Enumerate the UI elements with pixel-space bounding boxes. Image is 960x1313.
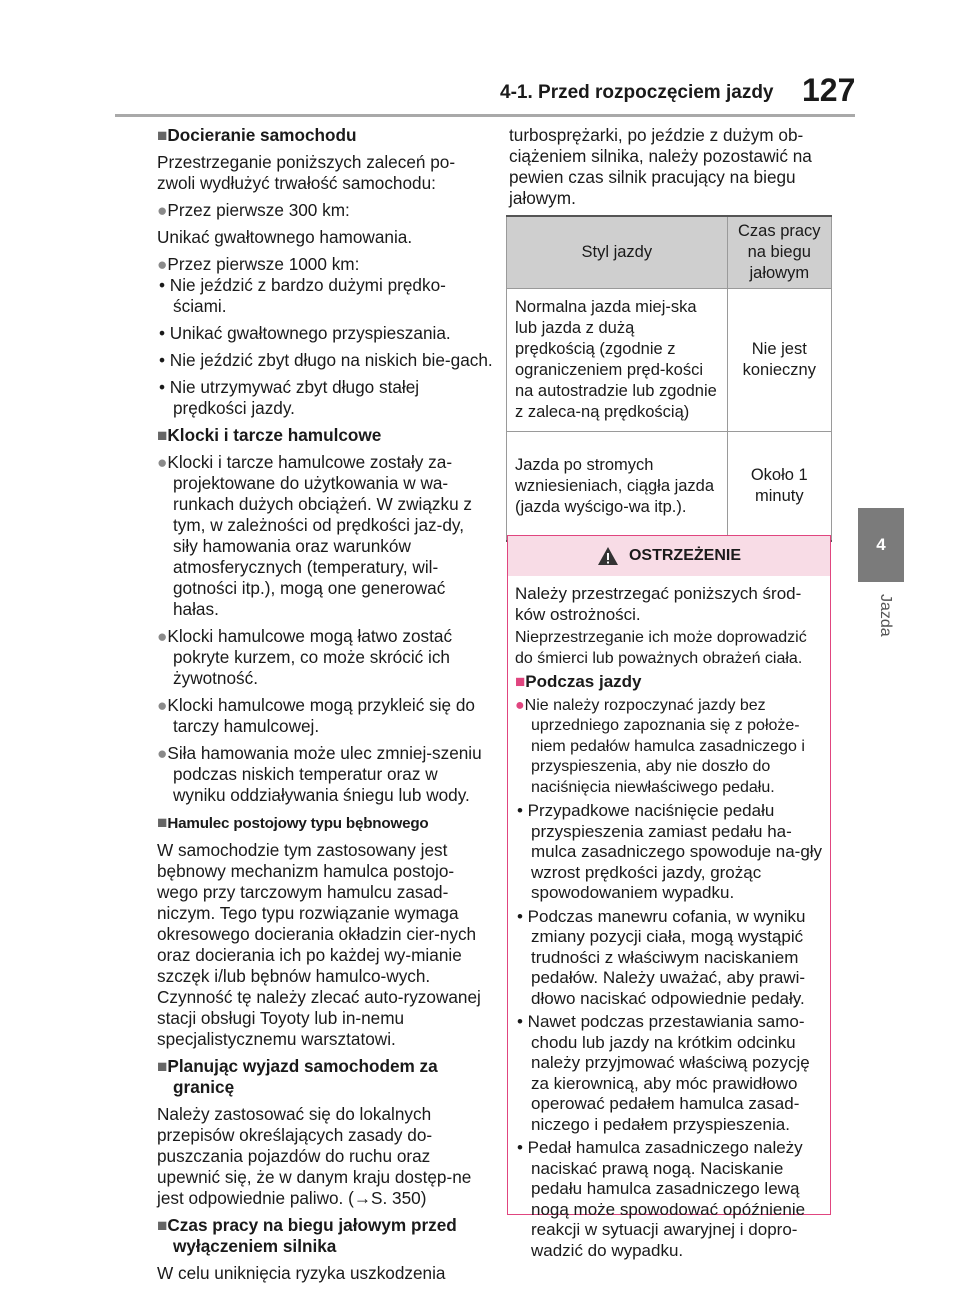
list-item: • Nie utrzymywać zbyt długo stałej prędkości jazdy. <box>159 377 420 418</box>
idle-time-table <box>506 215 832 542</box>
paragraph: Unikać gwałtownego hamowania. <box>157 227 413 247</box>
list-item: • Nie jeździć z bardzo dużymi prędko-ściami. <box>159 275 446 316</box>
warning-header <box>508 536 830 576</box>
paragraph: Należy zastosować się do lokalnych przepisów określających zasady do-puszczania pojazdów do ruchu oraz upewnić się, że w danym kraju dostęp-ne jest odpowiednie paliwo. (→S. 350) <box>157 1104 472 1208</box>
table-cell: Jazda po stromych wzniesieniach, ciągła jazda (jazda wyścigo-wa itp.). <box>507 432 728 542</box>
header-divider <box>115 114 855 117</box>
list-item: • Nawet podczas przestawiania samo-chodu lub jazdy na krótkim odcinku należy przyjmować właściwą pozycję za kierownicą, aby móc prawidłowo operować pedałem hamulca zasad-niczego i pedałem przyspieszenia. <box>517 1012 810 1134</box>
list-item: • Przypadkowe naciśnięcie pedału przyspieszenia zamiast pedału ha-mulca zasadniczego spowoduje na-gły wzrost prędkości jazdy, grożąc spowodowaniem wypadku. <box>517 801 823 902</box>
circle-bullet-icon: ● <box>157 254 168 274</box>
bullet-item: ●Nie należy rozpoczynać jazdy bez uprzedniego zapoznania się z położe-niem pedałów hamulca zasadniczego i przyspieszenia, aby nie doszło do naciśnięcia niewłaściwego pedału. <box>515 696 805 796</box>
table-cell: Normalna jazda miej-ska lub jazda z dużą prędkością (zgodnie z ograniczeniem pręd-kości na autostradzie lub zgodnie z zaleca-ną prędkością) <box>507 289 728 432</box>
table-header-row <box>507 216 832 289</box>
square-bullet-icon: ■ <box>157 125 168 145</box>
page-number: 127 <box>802 72 856 108</box>
square-bullet-icon: ■ <box>157 812 168 832</box>
table-header-cell: Styl jazdy <box>507 216 728 289</box>
table-cell: Około 1 minuty <box>727 432 831 542</box>
table-cell: Nie jest konieczny <box>727 289 831 432</box>
bullet-item: ●Klocki i tarcze hamulcowe zostały za-projektowane do użytkowania w wa-runkach dużych obciążeń. W związku z tym, w zależności od prędkości jaz-dy, siły hamowania oraz warunków atmosferycznych (temperatury, wil-gotności itp.), mogą one generować hałas. <box>157 452 473 619</box>
warning-box <box>507 535 831 1260</box>
heading-drum-brake: ■Hamulec postojowy typu bębnowego <box>157 812 429 832</box>
table-header-cell: Czas pracy na biegu jałowym <box>727 216 831 289</box>
heading-brakes: ■Klocki i tarcze hamulcowe <box>157 425 382 445</box>
warning-triangle-icon <box>597 546 619 566</box>
warning-intro: Należy przestrzegać poniższych środ-ków ostrożności. <box>515 584 802 624</box>
right-column <box>509 125 833 215</box>
left-column <box>157 125 493 1290</box>
circle-bullet-icon: ● <box>157 200 168 220</box>
warning-intro-2: Nieprzestrzeganie ich może doprowadzić do śmierci lub poważnych obrażeń ciała. <box>515 629 807 667</box>
square-bullet-icon: ■ <box>515 672 526 691</box>
table-row <box>507 432 832 542</box>
warning-body <box>508 576 830 1261</box>
square-bullet-icon: ■ <box>157 1215 168 1235</box>
circle-bullet-icon: ● <box>157 695 168 715</box>
paragraph: turbosprężarki, po jeździe z dużym ob-ciążeniem silnika, należy pozostawić na pewien czas silnik pracujący na biegu jałowym. <box>509 125 812 208</box>
heading-break-in: ■Docieranie samochodu <box>157 125 357 145</box>
chapter-label: Jazda <box>877 594 894 637</box>
circle-bullet-icon: ● <box>515 696 525 714</box>
section-title: 4-1. Przed rozpoczęciem jazdy <box>500 82 774 103</box>
paragraph: W celu uniknięcia ryzyka uszkodzenia <box>157 1263 446 1283</box>
list-item: • Unikać gwałtownego przyspieszania. <box>159 323 451 343</box>
heading-idle: ■Czas pracy na biegu jałowym przed wyłączeniem silnika <box>157 1215 457 1256</box>
square-bullet-icon: ■ <box>157 1056 168 1076</box>
paragraph: Przestrzeganie poniższych zaleceń po-zwoli wydłużyć trwałość samochodu: <box>157 152 456 193</box>
bullet-item: ●Przez pierwsze 1000 km: <box>157 254 360 274</box>
circle-bullet-icon: ● <box>157 743 168 763</box>
table-row <box>507 289 832 432</box>
square-bullet-icon: ■ <box>157 425 168 445</box>
circle-bullet-icon: ● <box>157 626 168 646</box>
circle-bullet-icon: ● <box>157 452 168 472</box>
paragraph: W samochodzie tym zastosowany jest bębnowy mechanizm hamulca postojo-wego przy tarczowym hamulcu zasad-niczym. Tego typu rozwiązanie wymaga okresowego docierania okładzin cier-nych oraz docierania ich po każdej wy-mianie szczęk i/lub bębnów hamulco-wych. Czynność tę należy zlecać auto-ryzowanej stacji obsługi Toyoty lub in-nemu specjalistycznemu warsztatowi. <box>157 840 481 1049</box>
heading-abroad: ■Planując wyjazd samochodem za granicę <box>157 1056 438 1097</box>
list-item: • Nie jeździć zbyt długo na niskich bie-gach. <box>159 350 493 370</box>
bullet-item: ●Klocki hamulcowe mogą łatwo zostać pokryte kurzem, co może skrócić ich żywotność. <box>157 626 453 688</box>
warning-subheading: ■Podczas jazdy <box>515 672 642 691</box>
list-item: • Pedał hamulca zasadniczego należy naciskać prawą nogą. Naciskanie pedału hamulca zasadniczego lewą nogą może spowodować opóźnienie reakcji w sytuacji awaryjnej i dopro-wadzić do wypadku. <box>517 1138 806 1260</box>
chapter-tab: 4 <box>858 508 904 582</box>
bullet-item: ●Siła hamowania może ulec zmniej-szeniu podczas niskich temperatur oraz w wyniku oddziaływania śniegu lub wody. <box>157 743 482 805</box>
warning-title: OSTRZEŻENIE <box>628 547 741 564</box>
bullet-item: ●Klocki hamulcowe mogą przykleić się do tarczy hamulcowej. <box>157 695 475 736</box>
list-item: • Podczas manewru cofania, w wyniku zmiany pozycji ciała, mogą wystąpić trudności z właściwym naciskaniem pedałów. Należy uważać, aby prawi-dłowo naciskać odpowiednie pedały. <box>517 906 806 1008</box>
bullet-item: ●Przez pierwsze 300 km: <box>157 200 350 220</box>
